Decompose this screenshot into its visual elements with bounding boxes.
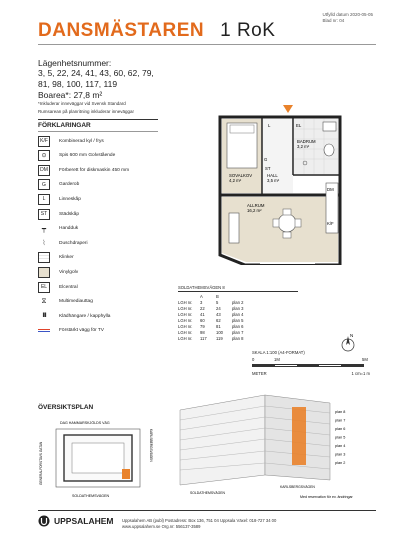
project-name: DANSMÄSTAREN: [38, 20, 205, 41]
unit-type: 1 RoK: [220, 20, 276, 41]
apartment-numbers: [38, 68, 188, 90]
legend-code-st: ST: [38, 209, 50, 220]
floor-plan: [205, 105, 375, 265]
svg-text:GENERALFORSTAVS GATAN: GENERALFORSTAVS GATAN: [39, 441, 43, 485]
site-plan: [38, 415, 158, 500]
room-badrum-label: BADRUM: [297, 139, 316, 144]
footer-line-1: Uppsalahem AB (publ) Postadress: Box 136, 751 04 Uppsala Växel: 018-727 34 00: [122, 518, 277, 523]
area-note-2: Rumsarean på planritning inkluderar inneväggar: [38, 108, 135, 114]
floor-label: plan 4: [335, 444, 346, 448]
room-hall-label: HALL: [267, 173, 278, 178]
area-notes: [38, 101, 188, 114]
schedule-cell: 60: [200, 318, 205, 323]
schedule-cell: LGH nr.: [178, 324, 193, 329]
schedule-cell: LGH nr.: [178, 330, 193, 335]
svg-text:SOLDATHEMSVÄGEN: SOLDATHEMSVÄGEN: [190, 491, 225, 495]
legend-code-g: G: [38, 179, 50, 190]
schedule-cell: LGH nr.: [178, 300, 193, 305]
schedule-cell: 22: [200, 306, 205, 311]
schedule-cell: LGH nr.: [178, 306, 193, 311]
legend-label: Elcentral: [59, 284, 78, 290]
scale-tick-1m: 1M: [274, 357, 280, 362]
legend-label: Linneskåp: [59, 196, 81, 202]
building-3d-view: [170, 385, 380, 500]
code-l: L: [268, 123, 271, 128]
vinyl-icon: [38, 267, 50, 278]
schedule-street: SOLDATHEMSVÄGEN 8: [178, 285, 298, 292]
schedule-row: [178, 336, 298, 342]
legend-code-el: EL: [38, 282, 50, 293]
apartment-label: Lägenhetsnummer:: [38, 58, 112, 68]
schedule-cell: plan 5: [232, 318, 244, 323]
code-st: ST: [265, 166, 271, 171]
apartment-numbers-line1: 3, 5, 22, 24, 41, 43, 60, 62, 79,: [38, 68, 154, 78]
legend-label: Garderob: [59, 182, 80, 188]
entrance-arrow-icon: [283, 105, 293, 113]
schedule-cell: plan 7: [232, 330, 244, 335]
schedule-cell: LGH nr.: [178, 312, 193, 317]
schedule-cell: 5: [216, 300, 219, 305]
legend-code-l: L: [38, 194, 50, 205]
brand-logo: [38, 515, 114, 527]
legend-title: FÖRKLARINGAR: [38, 119, 158, 132]
code-g: G: [264, 157, 268, 162]
legend-label: Förberett för diskmaskin 450 mm: [59, 167, 130, 173]
highlighted-units: [292, 407, 306, 465]
scale-bar: [252, 350, 376, 376]
schedule-cell: 43: [216, 312, 221, 317]
legend-item: [38, 295, 158, 309]
schedule-cell: 117: [200, 336, 207, 341]
legend-label: Klinker: [59, 255, 74, 261]
floor-label: plan 2: [335, 461, 346, 465]
legend-item: [38, 251, 158, 265]
legend-label: Vinylgolv: [59, 269, 79, 275]
schedule-cell: 100: [216, 330, 223, 335]
scale-label: SKALA 1:100 (A4-FORMAT): [252, 350, 305, 355]
legend-label: Klädhängare / kapphylla: [59, 313, 111, 319]
schedule-cell: plan 4: [232, 312, 244, 317]
apartment-schedule: [178, 285, 298, 342]
legend-label: Förstärkt vägg för TV: [59, 328, 104, 334]
document-meta: [322, 12, 373, 24]
svg-text:DAG HAMMARSKJÖLDS VÄG: DAG HAMMARSKJÖLDS VÄG: [60, 421, 110, 425]
schedule-cell: 81: [216, 324, 221, 329]
svg-text:Med reservation för ev. ändrin: Med reservation för ev. ändringar: [300, 495, 353, 499]
schedule-cell: LGH nr.: [178, 336, 193, 341]
header-divider: [38, 44, 376, 45]
footer-contact: [122, 518, 382, 530]
schedule-cell: 24: [216, 306, 221, 311]
media-icon: ⧖: [41, 297, 47, 305]
legend-label: Multimediauttag: [59, 299, 93, 305]
svg-text:KARLSBERGSVÄGEN: KARLSBERGSVÄGEN: [280, 485, 315, 489]
floor-label: plan 6: [335, 427, 346, 431]
room-sovalkov-label: SOVALKOV: [229, 173, 253, 178]
tv-wall-icon: [38, 325, 50, 336]
scale-unit: METER: [252, 371, 267, 376]
room-hall-area: 3,5 m²: [267, 178, 280, 183]
scale-ratio: 1 cm=1 m: [351, 371, 370, 376]
svg-text:SOLDATHEMSVÄGEN: SOLDATHEMSVÄGEN: [72, 494, 110, 498]
room-allrum-area: 16,2 m²: [247, 208, 262, 213]
schedule-cell: LGH nr.: [178, 318, 193, 323]
floor-label: plan 3: [335, 452, 346, 457]
legend-label: Handduk: [59, 226, 79, 232]
schedule-rows: [178, 300, 298, 342]
schedule-cell: 41: [200, 312, 205, 317]
schedule-cell: plan 2: [232, 300, 244, 305]
legend-item: [38, 149, 158, 163]
floor-label: plan 7: [335, 418, 346, 423]
scale-tick-0: 0: [252, 357, 255, 362]
code-dm: DM: [327, 187, 334, 192]
schedule-cell: 3: [200, 300, 203, 305]
legend-item: [38, 222, 158, 236]
meta-date: Utfylld datum 2020-05-05: [322, 12, 373, 17]
schedule-cell: plan 8: [232, 336, 244, 341]
floor-label: plan 5: [335, 435, 346, 440]
legend-item: [38, 236, 158, 250]
legend-item: [38, 280, 158, 294]
footer-line-2: www.uppsalahem.se Org.nr: 556137-3589: [122, 524, 201, 529]
floor-label: plan 8: [335, 410, 346, 414]
schedule-header-a: A: [200, 294, 203, 299]
legend-label: Städskåp: [59, 211, 80, 217]
schedule-cell: 62: [216, 318, 221, 323]
svg-text:N: N: [350, 333, 354, 338]
legend-label: Kombinerad kyl / frys: [59, 138, 104, 144]
scale-ticks: [252, 357, 376, 371]
legend-item: [38, 163, 158, 177]
room-allrum-label: ALLRUM: [247, 203, 265, 208]
legend-item: [38, 134, 158, 148]
schedule-cell: 98: [200, 330, 205, 335]
legend-code-dm: DM: [38, 165, 50, 176]
code-el: EL: [296, 123, 302, 128]
legend-label: Duschdraperi: [59, 240, 88, 246]
legend-item: [38, 309, 158, 323]
svg-text:KARLSBERGSVÄGEN: KARLSBERGSVÄGEN: [149, 429, 153, 462]
towel-rail-icon: ┯: [41, 225, 47, 233]
legend-item: [38, 178, 158, 192]
schedule-header-b: B: [216, 294, 219, 299]
living-area: Boarea*: 27,8 m²: [38, 90, 103, 100]
page-title: [38, 20, 275, 42]
legend-item: [38, 265, 158, 279]
meta-sheet: Blad nr: 04: [322, 18, 345, 23]
footer-divider: [38, 510, 376, 511]
scale-tick-5m: 5M: [362, 357, 368, 362]
schedule-cell: 79: [200, 324, 205, 329]
uppsalahem-logo-icon: [38, 515, 50, 527]
schedule-cell: 119: [216, 336, 223, 341]
code-kf: K/F: [327, 221, 334, 226]
room-badrum-area: 3,2 m²: [297, 144, 310, 149]
legend-item: [38, 192, 158, 206]
area-note-1: *Inkluderar inneväggar vid Svensk Standard: [38, 101, 126, 106]
schedule-cell: plan 6: [232, 324, 244, 329]
legend-item: [38, 207, 158, 221]
tile-icon: [38, 252, 50, 263]
legend-label: Spis 600 mm Golvstående: [59, 153, 116, 159]
overview-title: ÖVERSIKTSPLAN: [38, 404, 94, 411]
hanger-icon: IIIII: [42, 313, 46, 320]
schedule-cell: plan 3: [232, 306, 244, 311]
stove-icon: ⊙: [38, 150, 50, 161]
apartment-numbers-line2: 81, 98, 100, 117, 119: [38, 79, 118, 89]
brand-name: UPPSALAHEM: [54, 516, 114, 526]
legend-code-kf: K/F: [38, 136, 50, 147]
room-sovalkov-area: 4,2 m²: [229, 178, 242, 183]
legend-item: [38, 324, 158, 338]
shower-curtain-icon: ⌇: [42, 240, 46, 248]
